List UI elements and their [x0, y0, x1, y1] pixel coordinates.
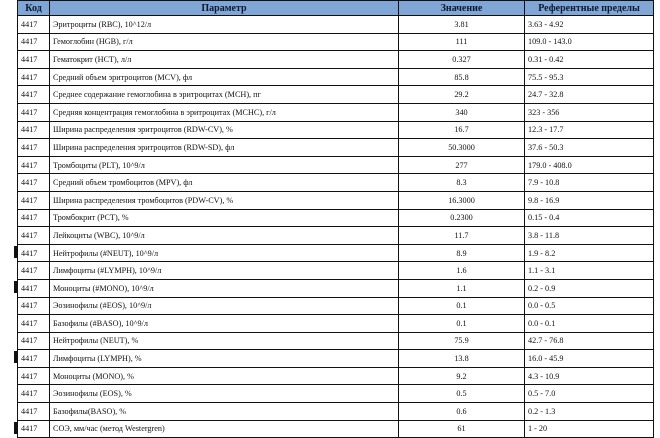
cell-param: Ширина распределения эритроцитов (RDW-SD), фл	[50, 139, 399, 157]
table-row	[18, 174, 654, 192]
table-row	[18, 420, 654, 438]
cell-code: 4417	[18, 315, 50, 333]
cell-ref: 42.7 - 76.8	[525, 332, 654, 350]
cell-code: 4417	[18, 16, 50, 34]
cell-ref: 0.2 - 1.3	[525, 403, 654, 421]
cell-code: 4417	[18, 350, 50, 368]
cell-ref: 0.2 - 0.9	[525, 279, 654, 297]
cell-ref: 9.8 - 16.9	[525, 191, 654, 209]
cell-param: Среднее содержание гемоглобина в эритроцитах (MCH), пг	[50, 86, 399, 104]
cell-code: 4417	[18, 367, 50, 385]
cell-ref: 0.31 - 0.42	[525, 51, 654, 69]
cell-value: 75.9	[399, 332, 525, 350]
cell-param: Средняя концентрация гемоглобина в эритроцитах (MCHC), г/л	[50, 103, 399, 121]
header-ref: Референтные пределы	[525, 1, 654, 16]
header-code: Код	[18, 1, 50, 16]
cell-ref: 1.9 - 8.2	[525, 244, 654, 262]
cell-param: Эритроциты (RBC), 10^12/л	[50, 16, 399, 34]
cell-code: 4417	[18, 332, 50, 350]
cell-param: Ширина распределения эритроцитов (RDW-CV), %	[50, 121, 399, 139]
cell-param: Лимфоциты (LYMPH), %	[50, 350, 399, 368]
cell-ref: 0.5 - 7.0	[525, 385, 654, 403]
header-param: Параметр	[50, 1, 399, 16]
table-row	[18, 385, 654, 403]
table-row	[18, 332, 654, 350]
cell-code: 4417	[18, 209, 50, 227]
cell-param: СОЭ, мм/час (метод Westergren)	[50, 420, 399, 438]
cell-ref: 75.5 - 95.3	[525, 68, 654, 86]
cell-ref: 16.0 - 45.9	[525, 350, 654, 368]
cell-value: 0.5	[399, 385, 525, 403]
cell-code: 4417	[18, 121, 50, 139]
table-row	[18, 86, 654, 104]
cell-code: 4417	[18, 244, 50, 262]
cell-value: 0.2300	[399, 209, 525, 227]
cell-value: 11.7	[399, 227, 525, 245]
out-of-range-marker	[14, 351, 17, 363]
table-row	[18, 139, 654, 157]
cell-ref: 1 - 20	[525, 420, 654, 438]
cell-param: Лейкоциты (WBC), 10^9/л	[50, 227, 399, 245]
cell-code: 4417	[18, 279, 50, 297]
cell-code: 4417	[18, 227, 50, 245]
table-row	[18, 33, 654, 51]
cell-value: 1.6	[399, 262, 525, 280]
cell-value: 8.9	[399, 244, 525, 262]
lab-results-table	[17, 0, 654, 438]
cell-code: 4417	[18, 174, 50, 192]
table-row	[18, 315, 654, 333]
cell-code: 4417	[18, 191, 50, 209]
cell-value: 85.8	[399, 68, 525, 86]
cell-value: 16.7	[399, 121, 525, 139]
cell-param: Гемоглобин (HGB), г/л	[50, 33, 399, 51]
cell-code: 4417	[18, 385, 50, 403]
cell-value: 8.3	[399, 174, 525, 192]
cell-code: 4417	[18, 103, 50, 121]
table-row	[18, 262, 654, 280]
cell-code: 4417	[18, 139, 50, 157]
table-row	[18, 68, 654, 86]
cell-code: 4417	[18, 86, 50, 104]
cell-value: 1.1	[399, 279, 525, 297]
cell-value: 50.3000	[399, 139, 525, 157]
cell-code: 4417	[18, 297, 50, 315]
cell-param: Лимфоциты (#LYMPH), 10^9/л	[50, 262, 399, 280]
cell-ref: 24.7 - 32.8	[525, 86, 654, 104]
cell-value: 3.81	[399, 16, 525, 34]
table-row	[18, 156, 654, 174]
table-body	[18, 16, 654, 438]
table-row	[18, 244, 654, 262]
header-value: Значение	[399, 1, 525, 16]
cell-param: Средний объем тромбоцитов (MPV), фл	[50, 174, 399, 192]
cell-code: 4417	[18, 33, 50, 51]
cell-value: 277	[399, 156, 525, 174]
cell-param: Ширина распределения тромбоцитов (PDW-CV), %	[50, 191, 399, 209]
table-row	[18, 103, 654, 121]
table-row	[18, 297, 654, 315]
cell-ref: 0.0 - 0.5	[525, 297, 654, 315]
cell-param: Нейтрофилы (NEUT), %	[50, 332, 399, 350]
cell-value: 0.327	[399, 51, 525, 69]
out-of-range-marker	[14, 281, 17, 293]
cell-value: 0.1	[399, 315, 525, 333]
table-row	[18, 121, 654, 139]
cell-ref: 37.6 - 50.3	[525, 139, 654, 157]
cell-value: 13.8	[399, 350, 525, 368]
table-row	[18, 227, 654, 245]
cell-code: 4417	[18, 156, 50, 174]
cell-param: Нейтрофилы (#NEUT), 10^9/л	[50, 244, 399, 262]
table-row	[18, 403, 654, 421]
cell-param: Базофилы(BASO), %	[50, 403, 399, 421]
cell-param: Тромбокрит (PCT), %	[50, 209, 399, 227]
cell-value: 0.1	[399, 297, 525, 315]
table-row	[18, 51, 654, 69]
cell-ref: 3.63 - 4.92	[525, 16, 654, 34]
cell-param: Эозинофилы (EOS), %	[50, 385, 399, 403]
cell-value: 61	[399, 420, 525, 438]
cell-value: 0.6	[399, 403, 525, 421]
table-row	[18, 367, 654, 385]
out-of-range-marker	[14, 422, 17, 434]
cell-ref: 3.8 - 11.8	[525, 227, 654, 245]
cell-ref: 109.0 - 143.0	[525, 33, 654, 51]
cell-value: 29.2	[399, 86, 525, 104]
cell-ref: 179.0 - 408.0	[525, 156, 654, 174]
table-row	[18, 350, 654, 368]
header-row	[18, 1, 654, 16]
cell-code: 4417	[18, 420, 50, 438]
cell-code: 4417	[18, 403, 50, 421]
cell-ref: 4.3 - 10.9	[525, 367, 654, 385]
cell-ref: 12.3 - 17.7	[525, 121, 654, 139]
cell-ref: 0.15 - 0.4	[525, 209, 654, 227]
cell-param: Эозинофилы (#EOS), 10^9/л	[50, 297, 399, 315]
cell-code: 4417	[18, 262, 50, 280]
table-row	[18, 191, 654, 209]
cell-value: 16.3000	[399, 191, 525, 209]
cell-value: 9.2	[399, 367, 525, 385]
out-of-range-marker	[14, 246, 17, 258]
cell-value: 340	[399, 103, 525, 121]
cell-param: Тромбоциты (PLT), 10^9/л	[50, 156, 399, 174]
cell-param: Моноциты (MONO), %	[50, 367, 399, 385]
cell-value: 111	[399, 33, 525, 51]
cell-ref: 0.0 - 0.1	[525, 315, 654, 333]
table-row	[18, 209, 654, 227]
table-header	[18, 1, 654, 16]
table-row	[18, 16, 654, 34]
cell-ref: 1.1 - 3.1	[525, 262, 654, 280]
cell-code: 4417	[18, 68, 50, 86]
table-row	[18, 279, 654, 297]
cell-code: 4417	[18, 51, 50, 69]
cell-ref: 323 - 356	[525, 103, 654, 121]
cell-param: Средний объем эритроцитов (MCV), фл	[50, 68, 399, 86]
cell-param: Моноциты (#MONO), 10^9/л	[50, 279, 399, 297]
cell-param: Гематокрит (HCT), л/л	[50, 51, 399, 69]
cell-ref: 7.9 - 10.8	[525, 174, 654, 192]
cell-param: Базофилы (#BASO), 10^9/л	[50, 315, 399, 333]
